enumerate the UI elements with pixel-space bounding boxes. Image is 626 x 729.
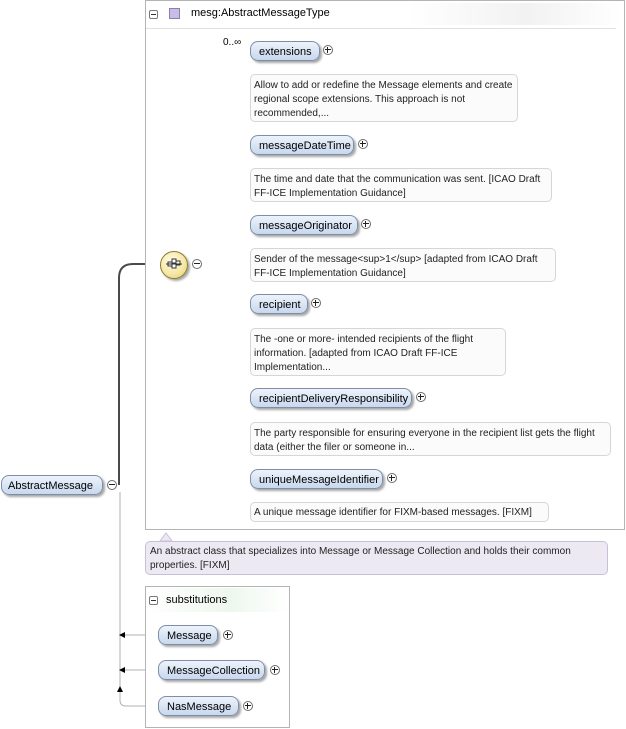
element-label: extensions — [259, 46, 312, 58]
substitution-label: MessageCollection — [167, 665, 260, 677]
collapse-icon[interactable] — [149, 10, 158, 19]
root-collapse-icon[interactable] — [107, 480, 117, 490]
substitution-label: Message — [167, 630, 212, 642]
sequence-compositor-icon[interactable] — [160, 251, 188, 279]
description-text: The time and date that the communication was sent. [ICAO Draft FF-ICE Implementation Guidance] — [254, 174, 541, 199]
element-description — [250, 168, 552, 202]
element-description — [250, 502, 549, 522]
sequence-glyph — [161, 252, 187, 278]
element-description — [250, 422, 611, 456]
description-text: Allow to add or redefine the Message elements and create regional scope extensions. This approach is not recommended,... — [254, 80, 513, 119]
substitution-label: NasMessage — [167, 701, 232, 713]
description-text: The -one or more- intended recipients of the flight information. [adapted from ICAO Draft FF-ICE Implementation... — [254, 334, 474, 373]
element-label: recipientDeliveryResponsibility — [259, 393, 409, 405]
element-messageDateTime[interactable] — [250, 135, 354, 155]
complex-type-icon — [169, 8, 180, 19]
expand-plus-icon[interactable] — [387, 473, 397, 483]
element-uniqueMessageIdentifier[interactable] — [250, 469, 383, 489]
expand-plus-icon[interactable] — [270, 665, 280, 675]
description-text: A unique message identifier for FIXM-based messages. [FIXM] — [254, 507, 532, 518]
substitution-nasmessage[interactable] — [158, 696, 239, 716]
expand-plus-icon[interactable] — [311, 298, 321, 308]
type-annotation — [145, 541, 608, 575]
description-text: Sender of the message<sup>1</sup> [adapted from ICAO Draft FF-ICE Implementation Guidance] — [254, 254, 538, 279]
element-description — [250, 328, 506, 376]
element-label: recipient — [259, 299, 301, 311]
substitution-messagecollection[interactable] — [158, 660, 265, 680]
expand-plus-icon[interactable] — [323, 45, 333, 55]
element-label: messageDateTime — [259, 140, 351, 152]
expand-plus-icon[interactable] — [223, 630, 233, 640]
expand-plus-icon[interactable] — [416, 392, 426, 402]
root-element[interactable] — [1, 475, 103, 495]
description-text: The party responsible for ensuring everyone in the recipient list gets the flight data (either the filer or someone in... — [254, 428, 595, 453]
element-recipientDeliveryResponsibility[interactable] — [250, 388, 412, 408]
expand-plus-icon[interactable] — [361, 219, 371, 229]
element-extensions[interactable] — [250, 41, 320, 61]
element-recipient[interactable] — [250, 294, 308, 314]
expand-plus-icon[interactable] — [243, 701, 253, 711]
element-label: messageOriginator — [259, 220, 352, 232]
element-messageOriginator[interactable] — [250, 215, 358, 235]
element-description — [250, 74, 518, 122]
substitutions-collapse-icon[interactable] — [149, 596, 158, 605]
annotation-text: An abstract class that specializes into Message or Message Collection and holds their common properties. [FIXM] — [150, 546, 571, 571]
sequence-collapse-icon[interactable] — [192, 259, 202, 269]
cardinality-label: 0..∞ — [223, 37, 242, 48]
substitutions-title: substitutions — [166, 594, 228, 606]
expand-plus-icon[interactable] — [358, 139, 368, 149]
type-box-title: mesg:AbstractMessageType — [191, 7, 330, 19]
substitution-message[interactable] — [158, 625, 218, 645]
element-label: uniqueMessageIdentifier — [259, 474, 379, 486]
type-box-header-divider — [146, 28, 616, 29]
root-element-label: AbstractMessage — [8, 480, 93, 492]
element-description — [250, 248, 556, 282]
